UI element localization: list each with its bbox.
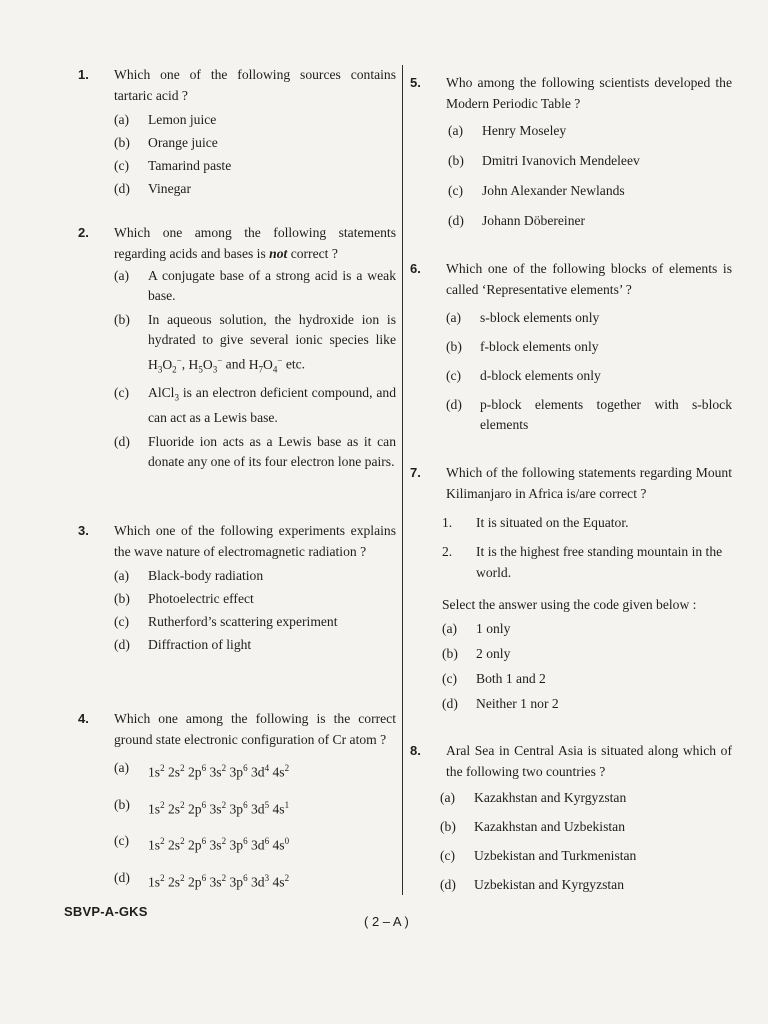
question-3 bbox=[78, 520, 396, 655]
statement-2: 2. It is the highest free standing mountain in the world. bbox=[442, 544, 723, 580]
option-d: (d) Fluoride ion acts as a Lewis base as it can donate any one of its four electron lone pairs. bbox=[114, 433, 396, 469]
option-c: (c) Rutherford’s scattering experiment bbox=[114, 614, 338, 629]
option-d: (d) Neither 1 nor 2 bbox=[442, 696, 559, 711]
statement-1: 1. It is situated on the Equator. bbox=[442, 515, 629, 530]
question-number: 2. bbox=[78, 225, 89, 240]
option-a: (a) 1 only bbox=[442, 621, 511, 636]
column-divider bbox=[402, 65, 403, 895]
paper-code: SBVP-A-GKS bbox=[64, 904, 148, 919]
electron-configuration: $1s^2$ $2s^2$ $2p^6$ $3s^2$ $3p^6$ $3d^6$ $4s^0$ bbox=[148, 836, 290, 853]
option-a: (a) Kazakhstan and Kyrgyzstan bbox=[440, 790, 627, 805]
question-6 bbox=[410, 258, 732, 435]
question-number: 8. bbox=[410, 743, 421, 758]
question-4 bbox=[78, 708, 396, 892]
option-b: (b) Kazakhstan and Uzbekistan bbox=[440, 819, 625, 834]
option-b: (b) $1s^2$ $2s^2$ $2p^6$ $3s^2$ $3p^6$ $3d^5$ $4s^1$ bbox=[114, 795, 396, 820]
option-c: (c) John Alexander Newlands bbox=[448, 183, 625, 198]
ionic-species: $H_5O_3^-$ bbox=[188, 355, 223, 375]
option-c: (c) d-block elements only bbox=[446, 368, 601, 383]
question-number: 6. bbox=[410, 261, 421, 276]
option-d: (d) p-block elements together with s-block elements bbox=[446, 397, 732, 432]
option-d: (d) Diffraction of light bbox=[114, 637, 252, 652]
option-c: (c) AlCl$_3$ is an electron deficient compound, and can act as a Lewis base. bbox=[114, 385, 396, 425]
electron-configuration: $1s^2$ $2s^2$ $2p^6$ $3s^2$ $3p^6$ $3d^4$ $4s^2$ bbox=[148, 763, 290, 780]
electron-configuration: $1s^2$ $2s^2$ $2p^6$ $3s^2$ $3p^6$ $3d^5$ $4s^1$ bbox=[148, 799, 290, 817]
option-c: (c) Tamarind paste bbox=[114, 158, 232, 173]
question-text: Which one among the following statements regarding acids and bases is not correct ? bbox=[114, 225, 396, 261]
question-text: Aral Sea in Central Asia is situated along which of the following two countries ? bbox=[446, 743, 732, 779]
option-c: (c) Uzbekistan and Turkmenistan bbox=[440, 848, 637, 863]
answer-instruction: Select the answer using the code given below : bbox=[442, 597, 697, 612]
question-text: Which one of the following blocks of elements is called ‘Representative elements’ ? bbox=[446, 261, 732, 297]
question-1 bbox=[78, 64, 396, 199]
option-a: (a) A conjugate base of a strong acid is a weak base. bbox=[114, 268, 396, 303]
option-d: (d) Vinegar bbox=[114, 181, 191, 196]
option-c: (c) $1s^2$ $2s^2$ $2p^6$ $3s^2$ $3p^6$ $3d^6$ $4s^0$ bbox=[114, 831, 396, 856]
question-text: Which one of the following experiments explains the wave nature of electromagnetic radiation ? bbox=[114, 523, 396, 559]
question-2 bbox=[78, 222, 396, 472]
option-d: (d) $1s^2$ $2s^2$ $2p^6$ $3s^2$ $3p^6$ $3d^3$ $4s^2$ bbox=[114, 868, 396, 893]
question-text: Who among the following scientists developed the Modern Periodic Table ? bbox=[446, 75, 732, 111]
option-a: (a) s-block elements only bbox=[446, 310, 600, 325]
option-a: (a) Black-body radiation bbox=[114, 568, 264, 583]
question-text: Which of the following statements regarding Mount Kilimanjaro in Africa is/are correct ? bbox=[446, 465, 732, 501]
option-b: (b) 2 only bbox=[442, 646, 511, 661]
option-a: (a) $1s^2$ $2s^2$ $2p^6$ $3s^2$ $3p^6$ $3d^4$ $4s^2$ bbox=[114, 758, 396, 783]
option-b: (b) In aqueous solution, the hydroxide ion is hydrated to give several ionic species like $H_3O_2^-$, $H_5O_3^-$ and $H_7O_4^-$ etc. bbox=[114, 312, 396, 375]
option-a: (a) Lemon juice bbox=[114, 112, 217, 127]
question-5 bbox=[410, 72, 732, 231]
question-number: 1. bbox=[78, 67, 89, 82]
question-text: Which one among the following is the correct ground state electronic configuration of Cr atom ? bbox=[114, 711, 396, 747]
ionic-species: $H_7O_4^-$ bbox=[248, 355, 283, 375]
option-b: (b) Orange juice bbox=[114, 135, 218, 150]
option-b: (b) f-block elements only bbox=[446, 339, 599, 354]
option-a: (a) Henry Moseley bbox=[448, 123, 567, 138]
question-number: 5. bbox=[410, 75, 421, 90]
electron-configuration: $1s^2$ $2s^2$ $2p^6$ $3s^2$ $3p^6$ $3d^3$ $4s^2$ bbox=[148, 872, 290, 890]
option-b: (b) Dmitri Ivanovich Mendeleev bbox=[448, 153, 640, 168]
option-b: (b) Photoelectric effect bbox=[114, 591, 254, 606]
question-number: 3. bbox=[78, 523, 89, 538]
option-d: (d) Johann Döbereiner bbox=[448, 213, 586, 228]
question-text: Which one of the following sources contains tartaric acid ? bbox=[114, 67, 396, 103]
option-c: (c) Both 1 and 2 bbox=[442, 671, 546, 686]
question-number: 7. bbox=[410, 465, 421, 480]
ionic-species: $H_3O_2^-$ bbox=[148, 355, 182, 375]
option-d: (d) Uzbekistan and Kyrgyzstan bbox=[440, 877, 624, 892]
question-8 bbox=[410, 740, 732, 895]
question-number: 4. bbox=[78, 711, 89, 726]
page-number: ( 2 – A ) bbox=[364, 914, 409, 929]
question-7 bbox=[410, 462, 732, 714]
